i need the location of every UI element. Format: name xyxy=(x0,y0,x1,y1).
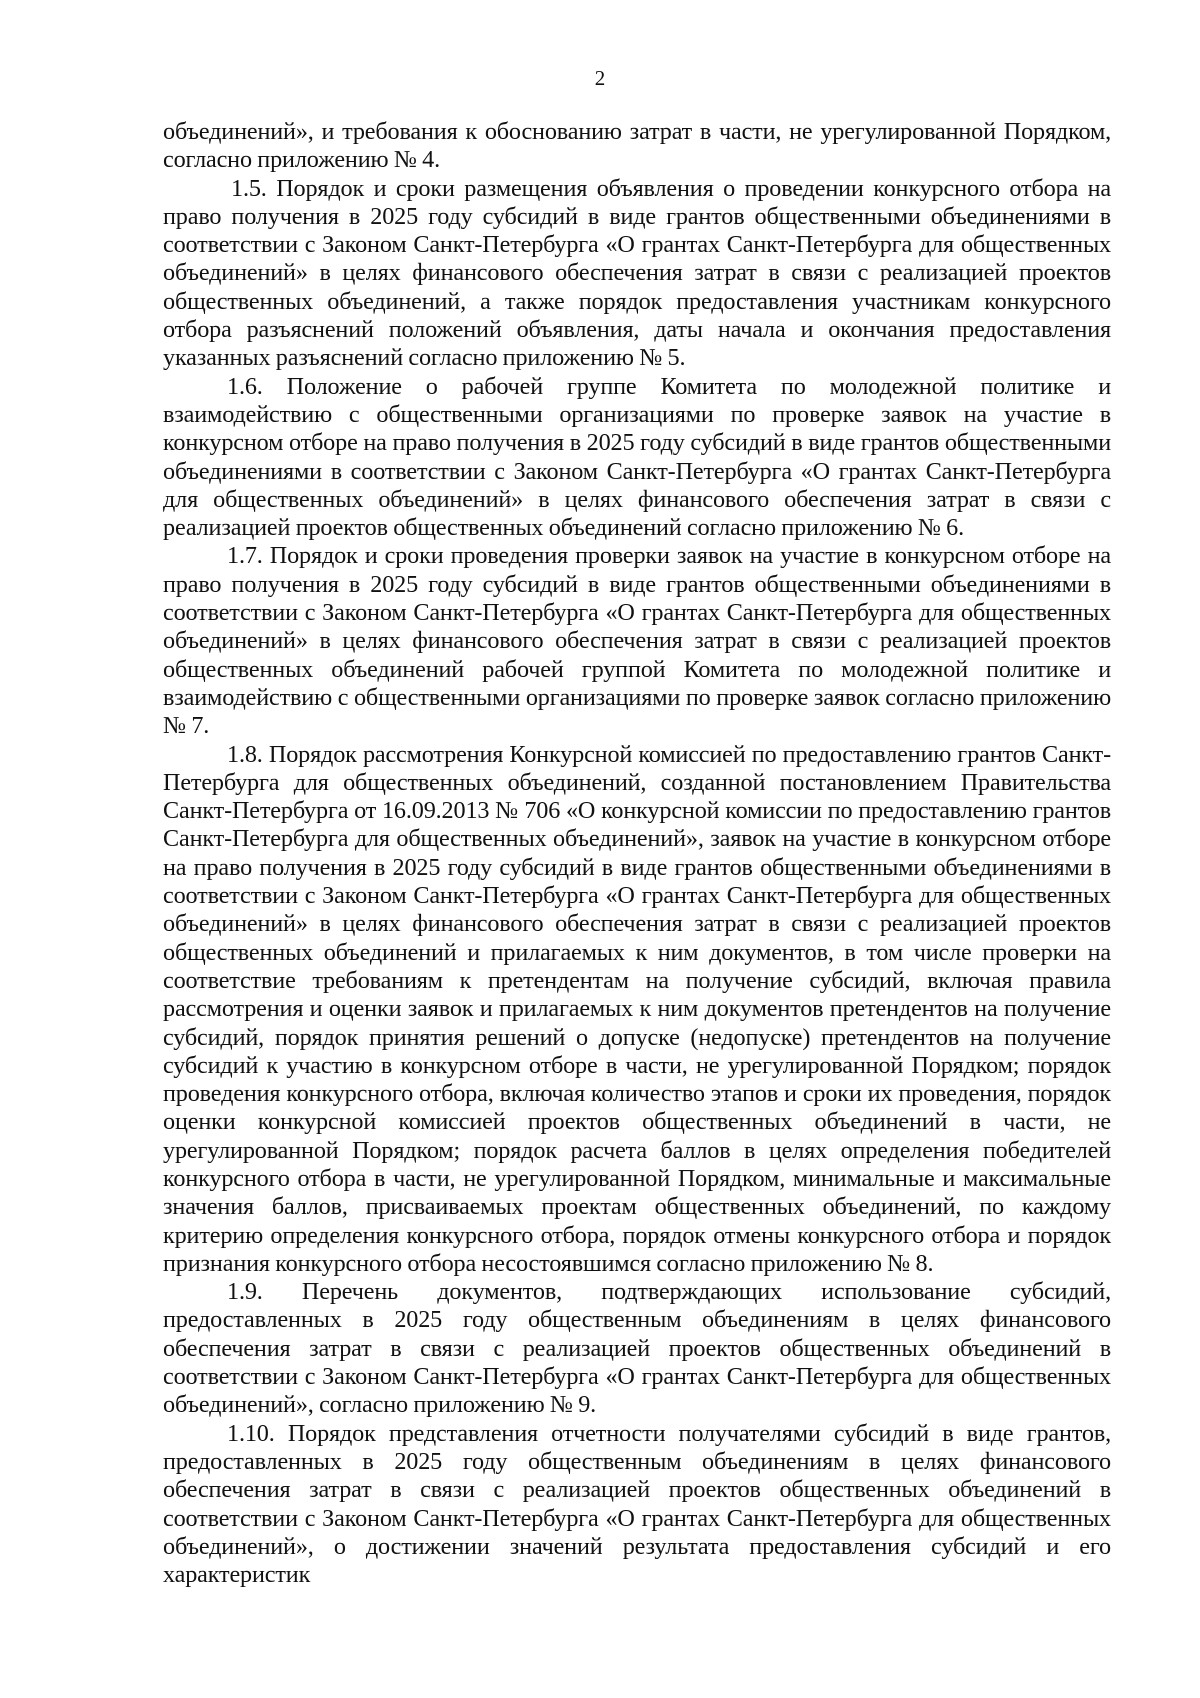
paragraph-item-1-9: 1.9. Перечень документов, подтверждающих использование субсидий, предоставленных в 2025 году общественным объединениям в целях финансового обеспечения затрат в связи с реализацией проектов общественных объединений в соответствии с Законом Санкт-Петербурга «О грантах Санкт-Петербурга для общественных объединений», согласно приложению № 9. xyxy=(163,1278,1111,1419)
paragraph-item-1-6: 1.6. Положение о рабочей группе Комитета по молодежной политике и взаимодействию с общественными организациями по проверке заявок на участие в конкурсном отборе на право получения в 2025 году субсидий в виде грантов общественными объединениями в соответствии с Законом Санкт-Петербурга «О грантах Санкт-Петербурга для общественных объединений» в целях финансового обеспечения затрат в связи с реализацией проектов общественных объединений согласно приложению № 6. xyxy=(163,372,1111,542)
paragraph-item-1-7: 1.7. Порядок и сроки проведения проверки заявок на участие в конкурсном отборе на право получения в 2025 году субсидий в виде грантов общественными объединениями в соответствии с Законом Санкт-Петербурга «О грантах Санкт-Петербурга для общественных объединений» в целях финансового обеспечения затрат в связи с реализацией проектов общественных объединений рабочей группой Комитета по молодежной политике и взаимодействию с общественными организациями по проверке заявок согласно приложению № 7. xyxy=(163,542,1111,740)
paragraph-item-1-8: 1.8. Порядок рассмотрения Конкурсной комиссией по предоставлению грантов Санкт-Петербурга для общественных объединений, созданной постановлением Правительства Санкт-Петербурга от 16.09.2013 № 706 «О конкурсной комиссии по предоставлению грантов Санкт-Петербурга для общественных объединений», заявок на участие в конкурсном отборе на право получения в 2025 году субсидий в виде грантов общественными объединениями в соответствии с Законом Санкт-Петербурга «О грантах Санкт-Петербурга для общественных объединений» в целях финансового обеспечения затрат в связи с реализацией проектов общественных объединений и прилагаемых к ним документов, в том числе проверки на соответствие требованиям к претендентам на получение субсидий, включая правила рассмотрения и оценки заявок и прилагаемых к ним документов претендентов на получение субсидий, порядок принятия решений о допуске (недопуске) претендентов на получение субсидий к участию в конкурсном отборе в части, не урегулированной Порядком; порядок проведения конкурсного отбора, включая количество этапов и сроки их проведения, порядок оценки конкурсной комиссией проектов общественных объединений в части, не урегулированной Порядком; порядок расчета баллов в целях определения победителей конкурсного отбора в части, не урегулированной Порядком, минимальные и максимальные значения баллов, присваиваемых проектам общественных объединений, по каждому критерию определения конкурсного отбора, порядок отмены конкурсного отбора и порядок признания конкурсного отбора несостоявшимся согласно приложению № 8. xyxy=(163,740,1111,1277)
paragraph-item-1-5: 1.5. Порядок и сроки размещения объявления о проведении конкурсного отбора на право получения в 2025 году субсидий в виде грантов общественными объединениями в соответствии с Законом Санкт-Петербурга «О грантах Санкт-Петербурга для общественных объединений» в целях финансового обеспечения затрат в связи с реализацией проектов общественных объединений, а также порядок предоставления участникам конкурсного отбора разъяснений положений объявления, даты начала и окончания предоставления указанных разъяснений согласно приложению № 5. xyxy=(163,174,1111,372)
document-body xyxy=(163,118,1111,1589)
paragraph-item-1-10: 1.10. Порядок представления отчетности получателями субсидий в виде грантов, предоставленных в 2025 году общественным объединениям в целях финансового обеспечения затрат в связи с реализацией проектов общественных объединений в соответствии с Законом Санкт-Петербурга «О грантах Санкт-Петербурга для общественных объединений», о достижении значений результата предоставления субсидий и его характеристик xyxy=(163,1419,1111,1589)
page-number: 2 xyxy=(594,66,606,90)
paragraph-continuation: объединений», и требования к обоснованию затрат в части, не урегулированной Порядком, согласно приложению № 4. xyxy=(163,118,1111,174)
